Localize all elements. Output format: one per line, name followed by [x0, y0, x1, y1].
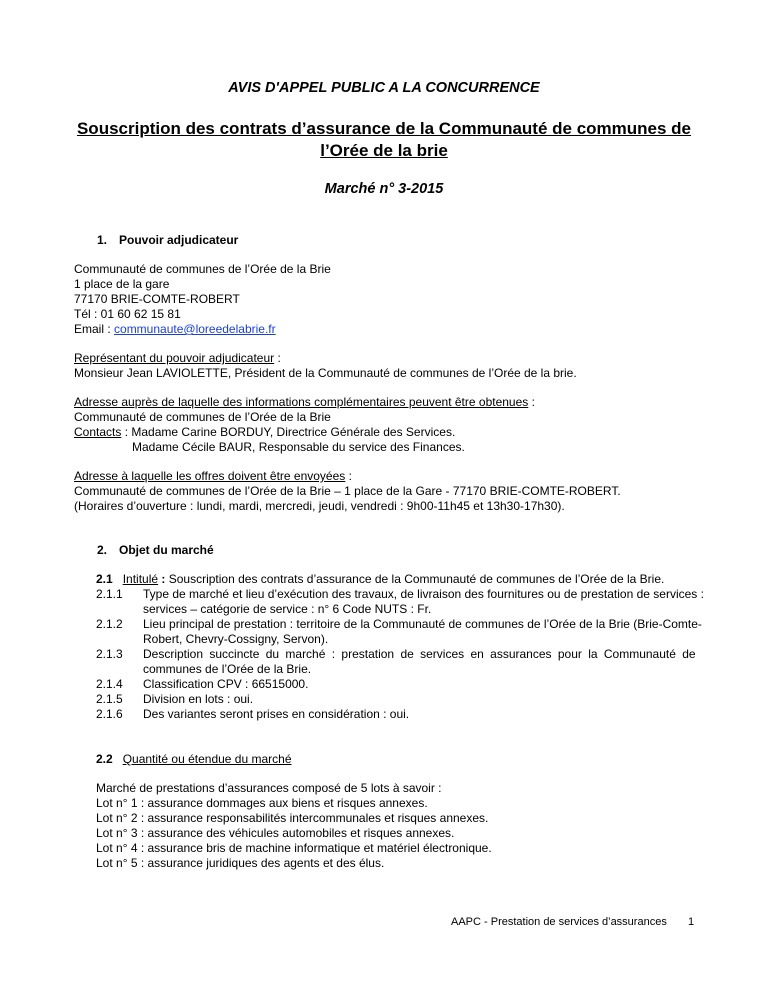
section-1-number: 1.: [97, 233, 108, 247]
lot-1: Lot n° 1 : assurance dommages aux biens et risques annexes.: [96, 796, 428, 810]
phone-line: Tél : 01 60 62 15 81: [74, 307, 181, 321]
item-2-1-5-number: 2.1.5: [96, 692, 123, 706]
lots-intro: Marché de prestations d’assurances composé de 5 lots à savoir :: [96, 781, 442, 795]
email-line: [74, 322, 276, 337]
contact-2: Madame Cécile BAUR, Responsable du service des Finances.: [132, 440, 465, 454]
item-2-1-1-line-2: services – catégorie de service : n° 6 Code NUTS : Fr.: [143, 602, 432, 616]
item-2-1-1-line-1: Type de marché et lieu d’exécution des travaux, de livraison des fournitures ou de prestation de services :: [143, 587, 704, 601]
contacts-sep: :: [121, 425, 132, 439]
item-2-1-2-number: 2.1.2: [96, 617, 123, 631]
page-number: 1: [688, 916, 695, 928]
section-2-title: Objet du marché: [119, 543, 214, 557]
offers-address-label: Adresse à laquelle les offres doivent être envoyées: [74, 469, 346, 483]
colon: :: [158, 572, 169, 586]
intitule-label: Intitulé: [122, 572, 159, 586]
email-link[interactable]: communaute@loreedelabrie.fr: [114, 322, 276, 336]
item-2-1-3-line-2: communes de l’Orée de la Brie.: [143, 662, 312, 676]
item-2-1-6-text: Des variantes seront prises en considération : oui.: [143, 707, 410, 721]
email-label: Email :: [74, 322, 115, 336]
colon: :: [274, 351, 281, 365]
item-2-1-5-text: Division en lots : oui.: [143, 692, 254, 706]
colon: :: [528, 395, 535, 409]
item-2-1-2-line-2: Robert, Chevry-Cossigny, Servon).: [143, 632, 329, 646]
item-2-1-4-text: Classification CPV : 66515000.: [143, 677, 309, 691]
address-line-1: Communauté de communes de l’Orée de la Brie: [74, 262, 331, 276]
marche-number: Marché n° 3-2015: [324, 181, 444, 197]
footer-text: AAPC - Prestation de services d’assurances: [451, 916, 667, 928]
section-2-2-number: 2.2: [96, 752, 113, 766]
address-line-3: 77170 BRIE-COMTE-ROBERT: [74, 292, 240, 306]
representative-value: Monsieur Jean LAVIOLETTE, Président de la Communauté de communes de l’Orée de la brie.: [74, 366, 577, 380]
section-2-number: 2.: [97, 543, 108, 557]
section-2-2-title: Quantité ou étendue du marché: [122, 752, 292, 766]
lot-2: Lot n° 2 : assurance responsabilités intercommunales et risques annexes.: [96, 811, 489, 825]
section-2-1-line: [96, 572, 664, 587]
info-address-heading: [74, 395, 535, 410]
opening-hours: (Horaires d’ouverture : lundi, mardi, mercredi, jeudi, vendredi : 9h00-11h45 et 13h30-17h30).: [74, 499, 565, 513]
item-2-1-3-number: 2.1.3: [96, 647, 123, 661]
representative-label: Représentant du pouvoir adjudicateur: [74, 351, 275, 365]
lot-3: Lot n° 3 : assurance des véhicules automobiles et risques annexes.: [96, 826, 455, 840]
section-2-1-number: 2.1: [96, 572, 113, 586]
info-address-label: Adresse auprès de laquelle des informations complémentaires peuvent être obtenues: [74, 395, 529, 409]
item-2-1-4-number: 2.1.4: [96, 677, 123, 691]
item-2-1-1-number: 2.1.1: [96, 587, 123, 601]
section-1-title: Pouvoir adjudicateur: [119, 233, 239, 247]
section-2-2-line: [96, 752, 292, 767]
item-2-1-3-line-1: Description succincte du marché : prestation de services en assurances pour la Communauté de: [143, 647, 696, 661]
colon: :: [345, 469, 352, 483]
offers-address-value: Communauté de communes de l’Orée de la Brie – 1 place de la Gare - 77170 BRIE-COMTE-ROBERT.: [74, 484, 621, 498]
representative-heading: [74, 351, 281, 366]
intitule-value: Souscription des contrats d’assurance de la Communauté de communes de l’Orée de la Brie.: [168, 572, 665, 586]
lot-5: Lot n° 5 : assurance juridiques des agents et des élus.: [96, 856, 385, 870]
notice-title: AVIS D'APPEL PUBLIC A LA CONCURRENCE: [228, 80, 540, 96]
item-2-1-6-number: 2.1.6: [96, 707, 123, 721]
item-2-1-2-line-1: Lieu principal de prestation : territoire de la Communauté de communes de l’Orée de la Brie (Brie-Comte-: [143, 617, 702, 631]
lot-4: Lot n° 4 : assurance bris de machine informatique et matériel électronique.: [96, 841, 492, 855]
contacts-label: Contacts: [74, 425, 122, 439]
info-address-value: Communauté de communes de l’Orée de la Brie: [74, 410, 331, 424]
contact-1: Madame Carine BORDUY, Directrice Générale des Services.: [131, 425, 456, 439]
offers-address-heading: [74, 469, 352, 484]
document-subtitle: Souscription des contrats d’assurance de la Communauté de communes de l’Orée de la brie: [76, 119, 692, 160]
address-line-2: 1 place de la gare: [74, 277, 170, 291]
contacts-line: [74, 425, 455, 440]
